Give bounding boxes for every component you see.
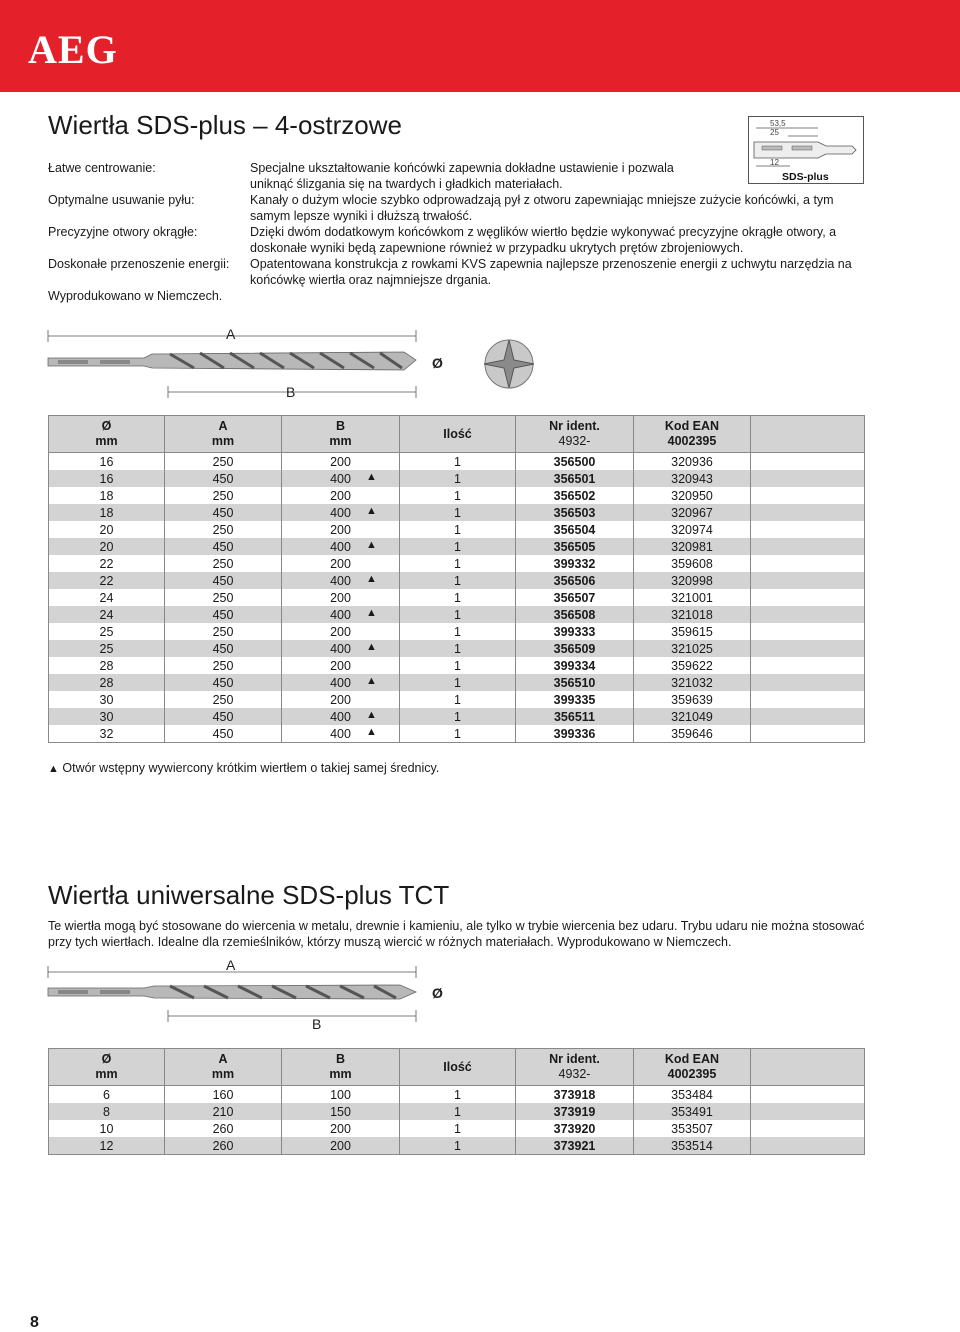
cell-length-b: 400 ▲ xyxy=(282,538,400,555)
page-number: 8 xyxy=(30,1314,39,1331)
cell-ean-code: 359639 xyxy=(634,691,751,708)
col-header-b: B mm xyxy=(282,1049,400,1086)
cell-length-b: 200 xyxy=(282,691,400,708)
cell-length-a: 250 xyxy=(165,589,282,606)
cell-diameter: 10 xyxy=(49,1120,165,1137)
cell-length-b: 200 xyxy=(282,589,400,606)
cell-ident-number: 373918 xyxy=(516,1086,634,1104)
table-row xyxy=(49,674,865,691)
cell-diameter: 16 xyxy=(49,453,165,471)
cell-quantity: 1 xyxy=(400,708,516,725)
col-header-ean: Kod EAN 4002395 xyxy=(634,416,751,453)
cell-length-b: 100 xyxy=(282,1086,400,1104)
feature-item xyxy=(48,192,868,224)
col-header-empty xyxy=(751,416,865,453)
dim-a-label: A xyxy=(226,957,236,973)
cell-ident-number: 373919 xyxy=(516,1103,634,1120)
cell-ident-number: 356509 xyxy=(516,640,634,657)
cell-length-a: 250 xyxy=(165,453,282,471)
cell-ean-code: 353507 xyxy=(634,1120,751,1137)
cell-ean-code: 353514 xyxy=(634,1137,751,1155)
cell-diameter: 6 xyxy=(49,1086,165,1104)
table-row xyxy=(49,538,865,555)
dim-b-label: B xyxy=(286,384,296,400)
cell-ean-code: 353491 xyxy=(634,1103,751,1120)
cell-diameter: 22 xyxy=(49,555,165,572)
cell-ean-code: 321025 xyxy=(634,640,751,657)
section1-title: Wiertła SDS-plus – 4-ostrzowe xyxy=(48,110,402,140)
cell-quantity: 1 xyxy=(400,487,516,504)
cell-diameter: 24 xyxy=(49,589,165,606)
cell-diameter: 24 xyxy=(49,606,165,623)
cell-empty xyxy=(751,589,865,606)
cell-length-b: 400 ▲ xyxy=(282,640,400,657)
cell-ident-number: 399334 xyxy=(516,657,634,674)
cell-quantity: 1 xyxy=(400,640,516,657)
cell-length-a: 450 xyxy=(165,606,282,623)
cell-quantity: 1 xyxy=(400,674,516,691)
table-row xyxy=(49,487,865,504)
table-row xyxy=(49,1120,865,1137)
cell-length-a: 450 xyxy=(165,725,282,743)
cell-length-a: 260 xyxy=(165,1137,282,1155)
cell-ean-code: 320967 xyxy=(634,504,751,521)
cell-empty xyxy=(751,691,865,708)
cell-empty xyxy=(751,708,865,725)
cell-quantity: 1 xyxy=(400,555,516,572)
table-row xyxy=(49,623,865,640)
cell-length-b: 200 xyxy=(282,657,400,674)
cell-length-a: 250 xyxy=(165,657,282,674)
col-header-a: A mm xyxy=(165,416,282,453)
tct-drill-illustration xyxy=(44,956,464,1034)
feature-label: Łatwe centrowanie: xyxy=(48,161,156,175)
cell-ean-code: 321018 xyxy=(634,606,751,623)
cell-quantity: 1 xyxy=(400,504,516,521)
cell-ean-code: 320998 xyxy=(634,572,751,589)
col-header-nr: Nr ident. 4932- xyxy=(516,416,634,453)
cell-length-b: 200 xyxy=(282,555,400,572)
table-row xyxy=(49,657,865,674)
col-header-empty xyxy=(751,1049,865,1086)
cell-empty xyxy=(751,674,865,691)
cell-quantity: 1 xyxy=(400,521,516,538)
cell-ident-number: 356511 xyxy=(516,708,634,725)
cell-quantity: 1 xyxy=(400,1137,516,1155)
dim-53-5: 53,5 xyxy=(770,119,786,128)
cell-empty xyxy=(751,606,865,623)
cell-empty xyxy=(751,725,865,743)
cell-ident-number: 356505 xyxy=(516,538,634,555)
cell-quantity: 1 xyxy=(400,606,516,623)
triangle-icon: ▲ xyxy=(366,573,377,585)
dim-12: 12 xyxy=(770,158,779,167)
cell-length-a: 450 xyxy=(165,538,282,555)
table-row xyxy=(49,640,865,657)
cell-quantity: 1 xyxy=(400,691,516,708)
cell-ean-code: 320943 xyxy=(634,470,751,487)
drill-tip-icon xyxy=(480,336,538,392)
cell-ean-code: 321032 xyxy=(634,674,751,691)
cell-ean-code: 321001 xyxy=(634,589,751,606)
feature-text: Kanały o dużym wlocie szybko odprowadzają pył z otworu zapewniając mniejsze zużycie końcówki, a tym samym lepsze wyniki i dłuższą trwałość. xyxy=(250,193,834,223)
triangle-icon: ▲ xyxy=(366,709,377,721)
cell-diameter: 22 xyxy=(49,572,165,589)
cell-length-b: 200 xyxy=(282,1137,400,1155)
cell-empty xyxy=(751,1103,865,1120)
cell-ident-number: 356507 xyxy=(516,589,634,606)
cell-length-b: 200 xyxy=(282,487,400,504)
cell-empty xyxy=(751,521,865,538)
cell-length-a: 250 xyxy=(165,691,282,708)
triangle-icon: ▲ xyxy=(366,675,377,687)
cell-length-a: 450 xyxy=(165,572,282,589)
triangle-icon: ▲ xyxy=(366,471,377,483)
cell-diameter: 18 xyxy=(49,487,165,504)
cell-diameter: 12 xyxy=(49,1137,165,1155)
triangle-icon: ▲ xyxy=(366,505,377,517)
cell-quantity: 1 xyxy=(400,1086,516,1104)
cell-length-a: 250 xyxy=(165,487,282,504)
dim-dia-label: Ø xyxy=(432,355,443,371)
cell-ean-code: 359615 xyxy=(634,623,751,640)
col-header-nr: Nr ident. 4932- xyxy=(516,1049,634,1086)
cell-ident-number: 399333 xyxy=(516,623,634,640)
table-row xyxy=(49,708,865,725)
cell-diameter: 25 xyxy=(49,623,165,640)
cell-ean-code: 321049 xyxy=(634,708,751,725)
cell-diameter: 18 xyxy=(49,504,165,521)
cell-length-a: 450 xyxy=(165,708,282,725)
cell-diameter: 20 xyxy=(49,538,165,555)
aeg-logo: AEG xyxy=(28,27,118,72)
cell-length-b: 150 xyxy=(282,1103,400,1120)
cell-quantity: 1 xyxy=(400,572,516,589)
feature-label: Optymalne usuwanie pyłu: xyxy=(48,193,195,207)
cell-diameter: 30 xyxy=(49,691,165,708)
cell-empty xyxy=(751,538,865,555)
cell-length-a: 250 xyxy=(165,623,282,640)
cell-ean-code: 353484 xyxy=(634,1086,751,1104)
brand-header xyxy=(0,0,960,92)
cell-ean-code: 320950 xyxy=(634,487,751,504)
col-header-qty: Ilość xyxy=(400,1049,516,1086)
cell-length-b: 400 ▲ xyxy=(282,725,400,743)
cell-quantity: 1 xyxy=(400,538,516,555)
cell-ident-number: 356510 xyxy=(516,674,634,691)
feature-text: Dzięki dwóm dodatkowym końcówkom z węglików wiertło będzie wykonywać precyzyjne okrągłe otwory, a doskonałe wyniki będą zapewnione również w przypadku ukrytych prętów zbrojeniowych. xyxy=(250,225,837,255)
cell-empty xyxy=(751,555,865,572)
triangle-icon: ▲ xyxy=(366,726,377,738)
cell-empty xyxy=(751,657,865,674)
cell-ean-code: 320936 xyxy=(634,453,751,471)
table-row xyxy=(49,691,865,708)
cell-ident-number: 399332 xyxy=(516,555,634,572)
cell-length-a: 260 xyxy=(165,1120,282,1137)
cell-length-a: 210 xyxy=(165,1103,282,1120)
cell-length-b: 200 xyxy=(282,521,400,538)
table-row xyxy=(49,1103,865,1120)
cell-empty xyxy=(751,1086,865,1104)
footnote-text: Otwór wstępny wywiercony krótkim wiertłem o takiej samej średnicy. xyxy=(62,761,440,775)
cell-ident-number: 356501 xyxy=(516,470,634,487)
col-header-ean: Kod EAN 4002395 xyxy=(634,1049,751,1086)
cell-length-a: 450 xyxy=(165,504,282,521)
table-row xyxy=(49,555,865,572)
cell-ident-number: 356506 xyxy=(516,572,634,589)
cell-length-a: 160 xyxy=(165,1086,282,1104)
dim-a-label: A xyxy=(226,326,236,342)
cell-ean-code: 320981 xyxy=(634,538,751,555)
triangle-icon: ▲ xyxy=(48,763,59,775)
sds-drill-table xyxy=(48,415,865,743)
cell-length-b: 400 ▲ xyxy=(282,606,400,623)
cell-diameter: 20 xyxy=(49,521,165,538)
table-row xyxy=(49,606,865,623)
section2-title: Wiertła uniwersalne SDS-plus TCT xyxy=(48,880,450,910)
cell-quantity: 1 xyxy=(400,657,516,674)
table-row xyxy=(49,725,865,743)
cell-length-a: 450 xyxy=(165,470,282,487)
col-header-dia: Ø mm xyxy=(49,416,165,453)
table-row xyxy=(49,521,865,538)
col-header-a: A mm xyxy=(165,1049,282,1086)
cell-diameter: 28 xyxy=(49,657,165,674)
cell-length-b: 400 ▲ xyxy=(282,470,400,487)
cell-empty xyxy=(751,504,865,521)
section2-description: Te wiertła mogą być stosowane do wiercenia w metalu, drewnie i kamieniu, ale tylko w trybie wiercenia bez udaru. Trybu udaru nie można stosować przy tych wiertłach. Idealne dla rzemieślników, którzy muszą wiercić w różnych materiałach. Wyprodukowano w Niemczech. xyxy=(48,919,865,949)
cell-empty xyxy=(751,487,865,504)
cell-quantity: 1 xyxy=(400,453,516,471)
cell-empty xyxy=(751,640,865,657)
cell-diameter: 28 xyxy=(49,674,165,691)
cell-ident-number: 356502 xyxy=(516,487,634,504)
cell-empty xyxy=(751,623,865,640)
cell-length-b: 200 xyxy=(282,453,400,471)
cell-quantity: 1 xyxy=(400,623,516,640)
feature-item xyxy=(48,160,868,192)
cell-ean-code: 359622 xyxy=(634,657,751,674)
cell-ident-number: 373920 xyxy=(516,1120,634,1137)
dim-b-label: B xyxy=(312,1016,322,1032)
feature-list xyxy=(48,160,868,288)
feature-label: Doskonałe przenoszenie energii: xyxy=(48,257,230,271)
tct-drill-table xyxy=(48,1048,865,1155)
table-row xyxy=(49,572,865,589)
cell-empty xyxy=(751,572,865,589)
cell-diameter: 25 xyxy=(49,640,165,657)
cell-ean-code: 320974 xyxy=(634,521,751,538)
col-header-qty: Ilość xyxy=(400,416,516,453)
table-row xyxy=(49,453,865,471)
cell-diameter: 30 xyxy=(49,708,165,725)
cell-empty xyxy=(751,1137,865,1155)
cell-ean-code: 359608 xyxy=(634,555,751,572)
cell-quantity: 1 xyxy=(400,725,516,743)
cell-length-a: 250 xyxy=(165,521,282,538)
cell-length-a: 250 xyxy=(165,555,282,572)
table-header-row xyxy=(49,416,865,453)
triangle-icon: ▲ xyxy=(366,607,377,619)
cell-length-b: 400 ▲ xyxy=(282,708,400,725)
table-row xyxy=(49,470,865,487)
col-header-b: B mm xyxy=(282,416,400,453)
cell-length-b: 400 ▲ xyxy=(282,674,400,691)
cell-ident-number: 399335 xyxy=(516,691,634,708)
cell-quantity: 1 xyxy=(400,1120,516,1137)
cell-ident-number: 356508 xyxy=(516,606,634,623)
cell-length-a: 450 xyxy=(165,640,282,657)
table-row xyxy=(49,1086,865,1104)
cell-ident-number: 356500 xyxy=(516,453,634,471)
table-row xyxy=(49,504,865,521)
cell-length-b: 400 ▲ xyxy=(282,504,400,521)
table-row xyxy=(49,589,865,606)
cell-empty xyxy=(751,470,865,487)
feature-text: Opatentowana konstrukcja z rowkami KVS zapewnia najlepsze przenoszenie energii z uchwytu narzędzia na końcówkę wiertła oraz najmniejsze drgania. xyxy=(250,257,852,287)
triangle-icon: ▲ xyxy=(366,641,377,653)
cell-length-b: 200 xyxy=(282,1120,400,1137)
cell-length-b: 200 xyxy=(282,623,400,640)
feature-item xyxy=(48,224,868,256)
cell-quantity: 1 xyxy=(400,470,516,487)
cell-ident-number: 356503 xyxy=(516,504,634,521)
cell-quantity: 1 xyxy=(400,589,516,606)
table-footnote xyxy=(48,761,439,775)
sds-drill-illustration xyxy=(44,322,464,406)
cell-ean-code: 359646 xyxy=(634,725,751,743)
cell-quantity: 1 xyxy=(400,1103,516,1120)
dim-25: 25 xyxy=(770,128,779,137)
feature-text: Specjalne ukształtowanie końcówki zapewnia dokładne ustawienie i pozwala uniknąć ślizgania się na twardych i gładkich materiałach. xyxy=(250,161,674,191)
cell-ident-number: 373921 xyxy=(516,1137,634,1155)
cell-length-a: 450 xyxy=(165,674,282,691)
triangle-icon: ▲ xyxy=(366,539,377,551)
table-row xyxy=(49,1137,865,1155)
cell-empty xyxy=(751,453,865,471)
made-in-note: Wyprodukowano w Niemczech. xyxy=(48,289,223,303)
feature-label: Precyzyjne otwory okrągłe: xyxy=(48,225,198,239)
dim-dia-label: Ø xyxy=(432,985,443,1001)
feature-item xyxy=(48,256,868,288)
sds-plus-label: SDS-plus xyxy=(782,171,829,183)
col-header-dia: Ø mm xyxy=(49,1049,165,1086)
cell-length-b: 400 ▲ xyxy=(282,572,400,589)
cell-ident-number: 399336 xyxy=(516,725,634,743)
cell-diameter: 32 xyxy=(49,725,165,743)
cell-ident-number: 356504 xyxy=(516,521,634,538)
cell-diameter: 16 xyxy=(49,470,165,487)
cell-diameter: 8 xyxy=(49,1103,165,1120)
cell-empty xyxy=(751,1120,865,1137)
table-header-row xyxy=(49,1049,865,1086)
